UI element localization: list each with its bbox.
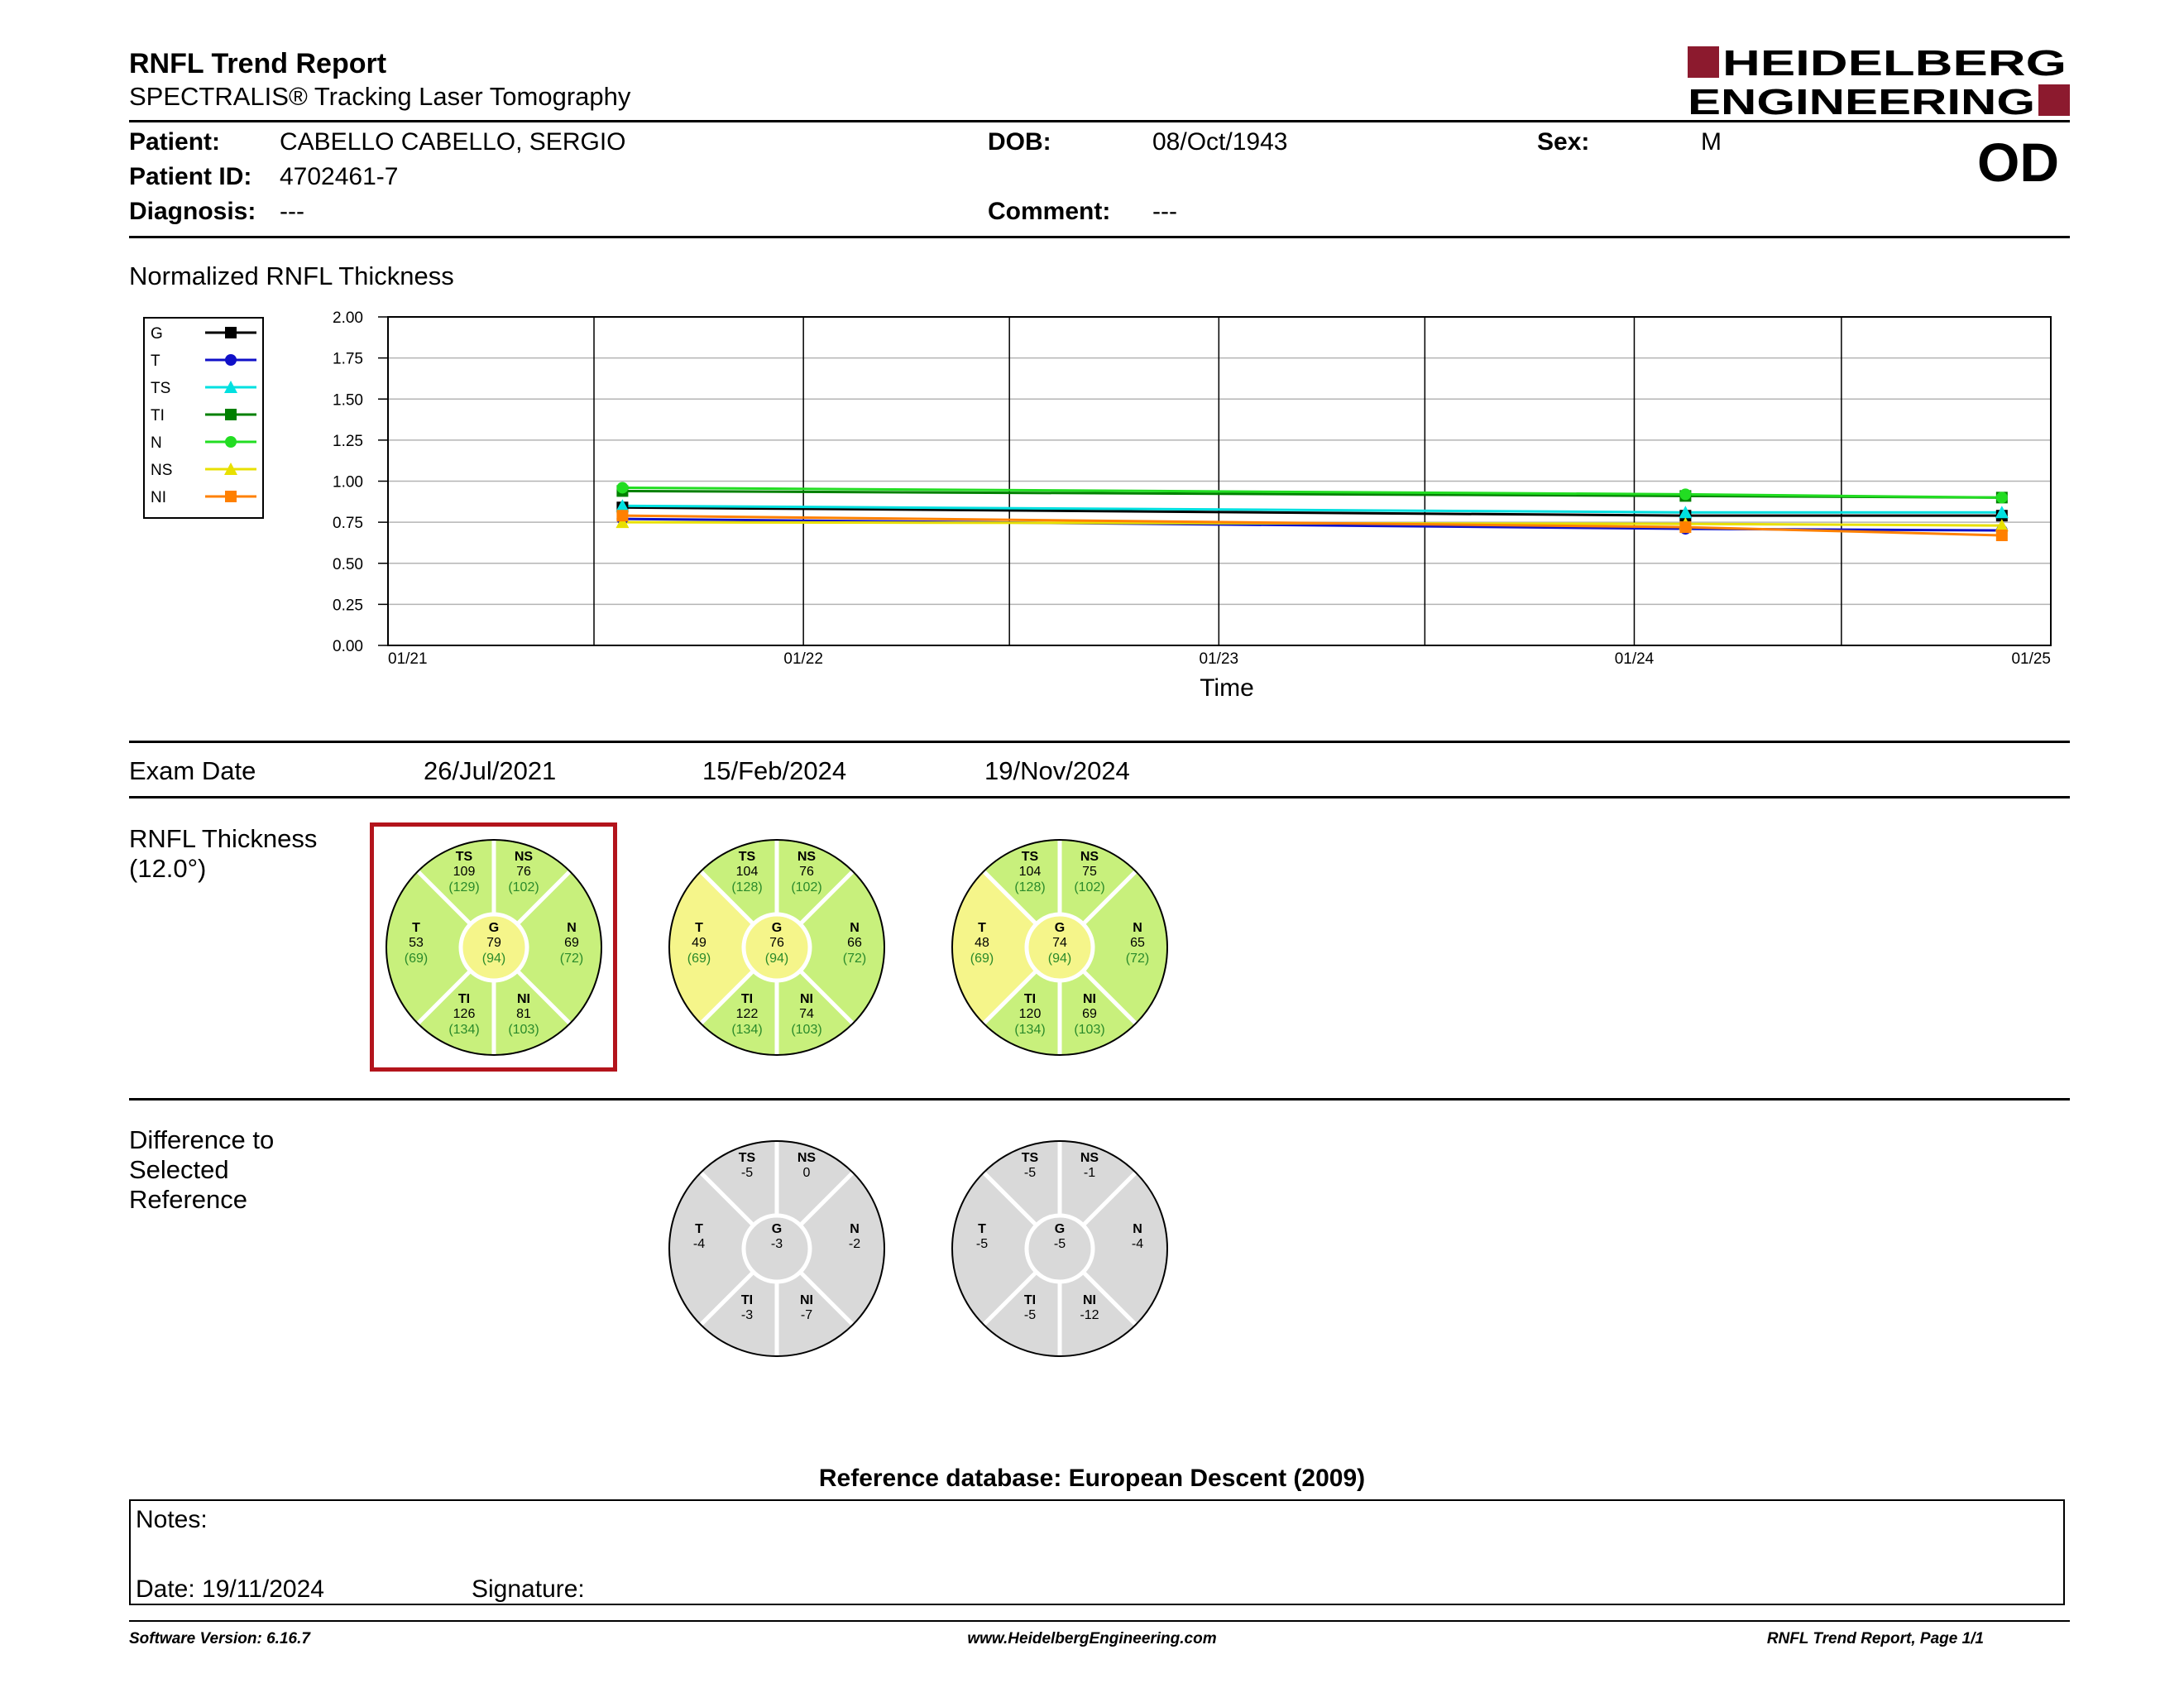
notes-box[interactable] (129, 1499, 2065, 1605)
sector-normal-ts: (129) (448, 880, 480, 894)
sector-value-ti: 126 (453, 1007, 476, 1021)
y-tick-label: 2.00 (333, 309, 363, 327)
date-label: Date: 19/11/2024 (136, 1575, 324, 1603)
sector-normal-n: (72) (559, 952, 584, 966)
sector-value-ti: -3 (740, 1308, 754, 1322)
sector-label-ts: TS (455, 850, 473, 864)
sector-value-ni: -12 (1080, 1308, 1099, 1322)
sector-normal-ns: (102) (791, 880, 822, 894)
sector-label-n: N (567, 921, 577, 935)
sector-value-n: -4 (1131, 1237, 1144, 1251)
diagnosis-value: --- (280, 198, 304, 225)
sector-normal-n: (72) (1125, 952, 1150, 966)
patient-id-value: 4702461-7 (280, 163, 399, 190)
legend-label-ni: NI (151, 489, 166, 506)
sector-label-ti: TI (1023, 992, 1037, 1006)
sector-value-n: 65 (1130, 936, 1145, 950)
legend-marker-g (225, 327, 237, 338)
difference-label-line3: Reference (129, 1185, 248, 1214)
sector-value-ts: 104 (735, 865, 759, 879)
sector-value-ts: -5 (1023, 1166, 1037, 1180)
y-tick-label: 0.75 (333, 515, 363, 533)
sector-label-ni: NI (1083, 1293, 1096, 1307)
y-tick-label: 0.25 (333, 597, 363, 615)
legend-label-ts: TS (151, 380, 171, 397)
sector-value-ni: 81 (516, 1007, 531, 1021)
sector-label-n: N (1133, 921, 1142, 935)
sector-label-ns: NS (797, 850, 817, 864)
sector-label-ti: TI (1023, 1293, 1037, 1307)
patient-divider (129, 236, 2070, 238)
sector-value-ni: -7 (800, 1308, 813, 1322)
sector-value-ts: 109 (453, 865, 476, 879)
sector-label-t: T (978, 1222, 986, 1236)
legend-marker-n (225, 436, 237, 448)
sector-value-t: 49 (692, 936, 706, 950)
website-link[interactable]: www.HeidelbergEngineering.com (967, 1630, 1217, 1647)
sector-normal-ni: (103) (791, 1023, 822, 1037)
x-tick-label: 01/21 (388, 650, 428, 668)
sector-label-ns: NS (1080, 1151, 1099, 1165)
x-tick-label: 01/25 (2011, 650, 2051, 668)
legend-label-g: G (151, 325, 163, 343)
thickness-circle-2024-feb[interactable] (667, 837, 887, 1057)
thickness-divider (129, 1098, 2070, 1101)
sector-label-g: G (771, 1222, 783, 1236)
x-tick-label: 01/23 (1199, 650, 1239, 668)
patient-value: CABELLO CABELLO, SERGIO (280, 128, 626, 156)
sector-label-ns: NS (1080, 850, 1099, 864)
exam-divider (129, 796, 2070, 798)
thickness-circle-2024-nov[interactable] (950, 837, 1170, 1057)
sector-normal-ti: (134) (731, 1023, 763, 1037)
difference-label-line2: Selected (129, 1155, 229, 1184)
sector-label-ti: TI (740, 1293, 754, 1307)
exam-date-label: Exam Date (129, 756, 256, 785)
sector-normal-t: (69) (970, 952, 994, 966)
comment-label: Comment: (988, 198, 1111, 225)
sector-value-g: -3 (770, 1237, 783, 1251)
chart-divider (129, 741, 2070, 743)
sector-value-t: 53 (409, 936, 424, 950)
sector-label-t: T (695, 921, 703, 935)
sector-value-ns: 75 (1082, 865, 1097, 879)
notes-label: Notes: (136, 1506, 208, 1533)
sector-value-ts: 104 (1018, 865, 1042, 879)
thickness-circle-2021[interactable] (384, 837, 604, 1057)
sector-label-t: T (412, 921, 420, 935)
sector-normal-g: (94) (481, 952, 506, 966)
data-point-n (1679, 488, 1691, 500)
y-tick-label: 1.00 (333, 473, 363, 492)
y-tick-label: 1.75 (333, 350, 363, 368)
logo-square-top (1688, 46, 1719, 78)
sector-value-ns: 76 (516, 865, 531, 879)
software-version: Software Version: 6.16.7 (129, 1630, 310, 1647)
sector-normal-n: (72) (842, 952, 867, 966)
sector-normal-ts: (128) (1014, 880, 1046, 894)
sector-value-n: 66 (847, 936, 862, 950)
sector-value-g: 74 (1052, 936, 1067, 950)
comment-value: --- (1152, 198, 1177, 225)
sector-value-ns: 76 (799, 865, 814, 879)
sector-label-t: T (695, 1222, 703, 1236)
sector-label-ni: NI (800, 992, 813, 1006)
reference-database: Reference database: European Descent (2009) (818, 1465, 1366, 1492)
heidelberg-logo (1688, 46, 2070, 117)
sector-label-g: G (1054, 921, 1066, 935)
sector-label-ni: NI (800, 1293, 813, 1307)
sector-value-t: -4 (692, 1237, 706, 1251)
y-tick-label: 0.50 (333, 555, 363, 573)
patient-id-label: Patient ID: (129, 163, 252, 190)
sector-label-t: T (978, 921, 986, 935)
sector-value-ni: 69 (1082, 1007, 1097, 1021)
data-point-ni (1996, 530, 2008, 541)
exam-date-2: 15/Feb/2024 (702, 756, 847, 785)
sector-value-t: -5 (975, 1237, 989, 1251)
report-title: RNFL Trend Report (129, 48, 387, 79)
legend-label-n: N (151, 434, 162, 452)
eye-indicator: OD (1977, 132, 2059, 193)
sector-label-ns: NS (797, 1151, 817, 1165)
legend-marker-ti (225, 409, 237, 420)
sector-value-g: 76 (769, 936, 784, 950)
legend-label-ns: NS (151, 462, 173, 479)
sector-value-g: -5 (1053, 1237, 1066, 1251)
x-tick-label: 01/24 (1614, 650, 1655, 668)
chart-axes (333, 309, 2051, 668)
y-tick-label: 0.00 (333, 638, 363, 655)
sector-label-n: N (1133, 1222, 1142, 1236)
signature-label: Signature: (472, 1575, 585, 1603)
data-point-ni (1679, 521, 1691, 533)
sector-label-ti: TI (457, 992, 471, 1006)
legend-marker-ni (225, 491, 237, 502)
x-tick-label: 01/22 (783, 650, 823, 668)
sector-normal-ts: (128) (731, 880, 763, 894)
sector-value-ts: -5 (740, 1166, 754, 1180)
sector-normal-ni: (103) (508, 1023, 539, 1037)
sector-normal-ti: (134) (448, 1023, 480, 1037)
data-point-n (616, 482, 628, 493)
chart-title: Normalized RNFL Thickness (129, 261, 454, 290)
sector-normal-ni: (103) (1074, 1023, 1105, 1037)
patient-label: Patient: (129, 128, 221, 156)
chart-series (615, 482, 2008, 541)
thickness-label-line2: (12.0°) (129, 854, 207, 883)
legend-marker-t (225, 354, 237, 366)
sector-label-ts: TS (1021, 1151, 1039, 1165)
sector-normal-ns: (102) (508, 880, 539, 894)
sector-label-n: N (850, 921, 860, 935)
sector-normal-g: (94) (764, 952, 789, 966)
sector-value-ti: 122 (735, 1007, 759, 1021)
difference-circle-2024-nov (950, 1139, 1170, 1359)
sex-label: Sex: (1537, 128, 1590, 156)
page-indicator-text: RNFL Trend Report, Page 1/1 (1766, 1630, 1984, 1647)
sector-normal-ti: (134) (1014, 1023, 1046, 1037)
sector-value-ti: 120 (1018, 1007, 1042, 1021)
sector-value-g: 79 (486, 936, 501, 950)
sector-label-g: G (771, 921, 783, 935)
sector-label-ns: NS (514, 850, 534, 864)
sector-label-ts: TS (738, 1151, 756, 1165)
legend-label-ti: TI (151, 407, 165, 424)
y-tick-label: 1.25 (333, 432, 363, 450)
sex-value: M (1701, 128, 1722, 156)
chart-legend (144, 318, 263, 518)
sector-normal-t: (69) (404, 952, 429, 966)
sector-value-ni: 74 (799, 1007, 814, 1021)
sector-normal-ns: (102) (1074, 880, 1105, 894)
logo-text-line1: HEIDELBERG (1722, 46, 2067, 84)
sector-label-g: G (488, 921, 500, 935)
chart-grid (388, 317, 2051, 645)
diagnosis-label: Diagnosis: (129, 198, 256, 225)
sector-label-ti: TI (740, 992, 754, 1006)
legend-label-t: T (151, 352, 160, 370)
footer-divider (129, 1620, 2070, 1622)
exam-date-1: 26/Jul/2021 (424, 756, 557, 785)
rnfl-trend-chart (129, 298, 2070, 712)
data-point-ni (616, 510, 628, 521)
thickness-label-line1: RNFL Thickness (129, 824, 318, 853)
exam-date-3: 19/Nov/2024 (984, 756, 1130, 785)
sector-value-ns: 0 (802, 1166, 811, 1180)
sector-value-t: 48 (975, 936, 989, 950)
sector-normal-g: (94) (1047, 952, 1072, 966)
dob-label: DOB: (988, 128, 1051, 156)
sector-value-n: -2 (848, 1237, 861, 1251)
chart-xlabel: Time (1200, 674, 1254, 702)
sector-value-ti: -5 (1023, 1308, 1037, 1322)
sector-label-g: G (1054, 1222, 1066, 1236)
sector-label-ts: TS (1021, 850, 1039, 864)
sector-label-ni: NI (517, 992, 530, 1006)
sector-label-ts: TS (738, 850, 756, 864)
dob-value: 08/Oct/1943 (1152, 128, 1288, 156)
logo-square-bottom (2038, 84, 2070, 116)
difference-label-line1: Difference to (129, 1125, 275, 1154)
y-tick-label: 1.50 (333, 391, 363, 410)
header-divider (129, 120, 2070, 122)
logo-text-line2: ENGINEERING (1688, 82, 2035, 117)
difference-circle-2024-feb (667, 1139, 887, 1359)
data-point-n (1996, 492, 2008, 503)
report-subtitle: SPECTRALIS® Tracking Laser Tomography (129, 82, 631, 111)
sector-value-ns: -1 (1083, 1166, 1096, 1180)
sector-label-ni: NI (1083, 992, 1096, 1006)
sector-label-n: N (850, 1222, 860, 1236)
sector-value-n: 69 (564, 936, 579, 950)
sector-normal-t: (69) (687, 952, 711, 966)
